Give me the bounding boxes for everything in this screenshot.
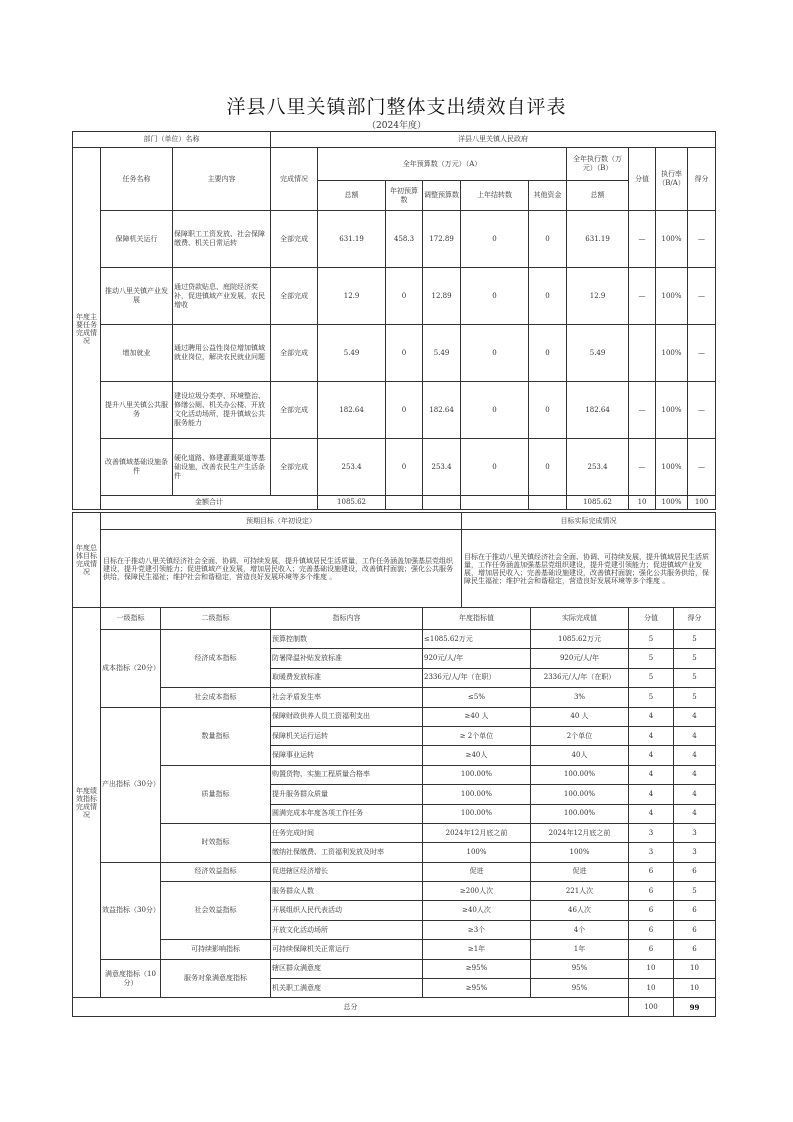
indicator-score: 6 [674, 862, 716, 881]
indicator-score: 5 [674, 649, 716, 668]
task-initial: 0 [386, 325, 423, 382]
indicator-score: 3 [674, 843, 716, 862]
header-value: 分值 [629, 608, 674, 630]
task-other: 0 [529, 211, 567, 268]
indicator-content: 机关职工满意度 [271, 979, 423, 998]
task-score: — [688, 382, 716, 439]
task-other: 0 [529, 439, 567, 496]
indicator-target: ≥40人 [423, 746, 531, 765]
indicator-actual: 95% [531, 979, 629, 998]
task-status: 全部完成 [271, 211, 318, 268]
indicator-actual: 1年 [531, 940, 629, 959]
task-adjust: 5.49 [423, 325, 461, 382]
indicator-content: 保障机关运行运转 [271, 726, 423, 745]
header-budget-carry: 上年结转数 [461, 181, 529, 211]
indicator-table [72, 607, 716, 1017]
indicator-actual: 100% [531, 843, 629, 862]
header-budget-initial: 年初预算数 [386, 181, 423, 211]
indicator-actual: 221人次 [531, 882, 629, 901]
task-adjust: 253.4 [423, 439, 461, 496]
task-exec: 5.49 [567, 325, 629, 382]
indicator-content: 购置货物、实施工程质量合格率 [271, 765, 423, 784]
indicator-content: 提升服务群众质量 [271, 785, 423, 804]
indicator-content: 取暖费发放标准 [271, 668, 423, 687]
indicator-score: 6 [674, 940, 716, 959]
indicator-row [73, 765, 716, 784]
task-name: 提升八里关镇公共服务 [101, 382, 173, 439]
indicator-content: 防暑降温补贴发放标准 [271, 649, 423, 668]
task-status: 全部完成 [271, 382, 318, 439]
indicator-target: 100.00% [423, 804, 531, 823]
header-score-value: 分值 [629, 148, 656, 211]
indicator-actual: 100.00% [531, 765, 629, 784]
indicator-actual: 40 人 [531, 707, 629, 726]
task-other: 0 [529, 382, 567, 439]
level2-indicator: 经济效益指标 [161, 862, 271, 881]
task-adjust: 182.64 [423, 382, 461, 439]
task-exec: 631.19 [567, 211, 629, 268]
task-rate: 100% [656, 268, 688, 325]
indicator-total-row [73, 998, 716, 1017]
header-score: 得分 [688, 148, 716, 211]
indicator-content: 辖区群众满意度 [271, 959, 423, 978]
header-level1: 一级指标 [101, 608, 161, 630]
indicator-value: 10 [629, 959, 674, 978]
task-exec: 182.64 [567, 382, 629, 439]
indicator-target: 2336元/人/年（在职） [423, 668, 531, 687]
task-rate: 100% [656, 382, 688, 439]
task-exec: 253.4 [567, 439, 629, 496]
indicator-score: 3 [674, 823, 716, 842]
indicator-content: 促进辖区经济增长 [271, 862, 423, 881]
indicator-score: 10 [674, 979, 716, 998]
indicator-target: 100% [423, 843, 531, 862]
indicator-target: ≥40 人 [423, 707, 531, 726]
indicator-content: 开展组织人民代表活动 [271, 901, 423, 920]
task-value: — [629, 211, 656, 268]
indicator-value: 4 [629, 804, 674, 823]
header-indicator-content: 指标内容 [271, 608, 423, 630]
indicator-score: 6 [674, 920, 716, 939]
task-total: 631.19 [318, 211, 386, 268]
indicator-target: 100.00% [423, 785, 531, 804]
total-label: 总分 [73, 998, 629, 1017]
task-rate: 100% [656, 439, 688, 496]
indicator-actual: 95% [531, 959, 629, 978]
dept-value: 洋县八里关镇人民政府 [271, 132, 716, 148]
header-target: 年度指标值 [423, 608, 531, 630]
header-budget-group: 全年预算数（万元）（A） [318, 148, 567, 181]
task-initial: 0 [386, 439, 423, 496]
task-name: 保障机关运行 [101, 211, 173, 268]
indicator-score: 4 [674, 765, 716, 784]
task-score: — [688, 268, 716, 325]
task-carry: 0 [461, 268, 529, 325]
indicator-actual: 1085.62万元 [531, 630, 629, 649]
task-adjust: 12.89 [423, 268, 461, 325]
indicator-row [73, 823, 716, 842]
header-exec-group: 全年执行数（万元）（B） [567, 148, 629, 181]
indicator-value: 3 [629, 843, 674, 862]
task-other: 0 [529, 268, 567, 325]
task-carry: 0 [461, 439, 529, 496]
indicator-target: 促进 [423, 862, 531, 881]
total-value: 100 [629, 998, 674, 1017]
indicator-score: 5 [674, 630, 716, 649]
level1-indicator: 满意度指标（10分） [101, 959, 161, 998]
task-carry: 0 [461, 211, 529, 268]
task-rate: 100% [656, 325, 688, 382]
indicator-target: 920元/人/年 [423, 649, 531, 668]
goals-section-label: 年度总体目标完成情况 [73, 513, 101, 608]
header-content: 主要内容 [173, 148, 271, 211]
indicator-score: 4 [674, 707, 716, 726]
indicator-actual: 3% [531, 688, 629, 707]
indicator-target: ≥1年 [423, 940, 531, 959]
indicator-actual: 2024年12月底之前 [531, 823, 629, 842]
expected-goal-text: 目标在于推动八里关镇经济社会全面、协调、可持续发展，提升镇域居民生活质量，工作任务涵盖加强基层党组织建设，提升党建引领能力；促进镇域产业发展，增加居民收入；完善基础设施建设，改善镇村面貌；强化公共服务供给，保障民生福祉；维护社会和谐稳定，营造良好发展环境等多个维度 。 [101, 530, 462, 608]
indicator-actual: 100.00% [531, 804, 629, 823]
dept-label: 部门（单位）名称 [73, 132, 271, 148]
page-title: 洋县八里关镇部门整体支出绩效自评表 [226, 96, 567, 118]
total-score: 99 [674, 998, 716, 1017]
sum-value: 10 [629, 496, 656, 510]
task-total: 253.4 [318, 439, 386, 496]
level1-indicator: 产出指标（30分） [101, 707, 161, 862]
task-content: 建设垃圾分类亭、环境整治、修缮公厕、机关办公楼、开放文化活动场所，提升镇域公共服务能力 [173, 382, 271, 439]
level2-indicator: 可持续影响指标 [161, 940, 271, 959]
indicator-content: 服务群众人数 [271, 882, 423, 901]
actual-goal-text: 目标在于推动八里关镇经济社会全面、协调、可持续发展，提升镇域居民生活质量，工作任务涵盖加强基层党组织建设，提升党建引领能力；促进镇域产业发展，增加居民收入；完善基础设施建设，改善镇村面貌；强化公共服务供给，保障民生福祉；维护社会和谐稳定，营造良好发展环境等多个维度 。 [462, 530, 716, 608]
level2-indicator: 时效指标 [161, 823, 271, 862]
indicator-content: 保障财政供养人员工资福利支出 [271, 707, 423, 726]
indicator-value: 5 [629, 668, 674, 687]
indicator-score: 5 [674, 688, 716, 707]
indicator-value: 4 [629, 746, 674, 765]
indicator-row [73, 707, 716, 726]
task-initial: 0 [386, 382, 423, 439]
task-total: 12.9 [318, 268, 386, 325]
indicator-target: ≤5% [423, 688, 531, 707]
task-initial: 0 [386, 268, 423, 325]
indicator-actual: 46人次 [531, 901, 629, 920]
task-table [72, 131, 716, 510]
indicator-content: 可持续保障机关正常运行 [271, 940, 423, 959]
indicator-value: 6 [629, 920, 674, 939]
indicator-target: ≥3个 [423, 920, 531, 939]
task-total: 5.49 [318, 325, 386, 382]
indicator-target: ≥95% [423, 979, 531, 998]
header-task-name: 任务名称 [101, 148, 173, 211]
indicator-value: 6 [629, 862, 674, 881]
task-carry: 0 [461, 325, 529, 382]
indicator-value: 6 [629, 940, 674, 959]
indicator-row [73, 959, 716, 978]
indicator-content: 圆满完成本年度各项工作任务 [271, 804, 423, 823]
indicator-actual: 100.00% [531, 785, 629, 804]
indicator-score: 5 [674, 668, 716, 687]
task-content: 保障职工工资发放、社会保障缴费、机关日常运转 [173, 211, 271, 268]
indicator-score: 4 [674, 804, 716, 823]
indicator-value: 6 [629, 882, 674, 901]
task-row [73, 325, 716, 382]
indicator-target: ≥200人次 [423, 882, 531, 901]
indicator-value: 4 [629, 765, 674, 784]
task-total: 182.64 [318, 382, 386, 439]
indicator-actual: 4个 [531, 920, 629, 939]
indicator-value: 6 [629, 901, 674, 920]
task-content: 硬化道路、修建灌溉渠道等基础设施，改善农民生产生活条件 [173, 439, 271, 496]
level1-indicator: 效益指标（30分） [101, 862, 161, 959]
level2-indicator: 服务对象满意度指标 [161, 959, 271, 998]
indicator-score: 5 [674, 882, 716, 901]
task-sum-row [73, 496, 716, 510]
task-value [629, 325, 656, 382]
indicator-target: ≥95% [423, 959, 531, 978]
indicator-content: 预算控制数 [271, 630, 423, 649]
indicator-content: 任务完成时间 [271, 823, 423, 842]
indicator-value: 5 [629, 688, 674, 707]
indicator-value: 4 [629, 707, 674, 726]
indicator-target: ≥40人次 [423, 901, 531, 920]
sum-score: 100 [688, 496, 716, 510]
indicators-section-label: 年度绩效指标完成情况 [73, 608, 101, 998]
task-status: 全部完成 [271, 325, 318, 382]
task-name: 改善镇域基础设施条件 [101, 439, 173, 496]
level2-indicator: 数量指标 [161, 707, 271, 765]
expected-goal-label: 预期目标（年初设定） [101, 513, 462, 530]
indicator-value: 10 [629, 979, 674, 998]
indicator-score: 4 [674, 726, 716, 745]
header-exec-rate: 执行率（B/A） [656, 148, 688, 211]
task-status: 全部完成 [271, 268, 318, 325]
indicator-row [73, 688, 716, 707]
sum-total: 1085.62 [318, 496, 386, 510]
level2-indicator: 经济成本指标 [161, 630, 271, 688]
sum-label: 金额合计 [101, 496, 318, 510]
task-row [73, 439, 716, 496]
sum-rate: 100% [656, 496, 688, 510]
task-value: — [629, 439, 656, 496]
header-exec-total: 总额 [567, 181, 629, 211]
indicator-actual: 促进 [531, 862, 629, 881]
level1-indicator: 成本指标（20分） [101, 630, 161, 708]
header-budget-total: 总额 [318, 181, 386, 211]
indicator-actual: 920元/人/年 [531, 649, 629, 668]
indicator-value: 5 [629, 630, 674, 649]
task-value: — [629, 382, 656, 439]
indicator-target: ≥ 2个单位 [423, 726, 531, 745]
indicator-content: 开放文化活动场所 [271, 920, 423, 939]
task-row [73, 382, 716, 439]
indicator-row [73, 882, 716, 901]
task-score: — [688, 325, 716, 382]
page-subtitle: （2024年度） [367, 121, 426, 131]
tasks-section-label: 年度主要任务完成情况 [73, 148, 101, 510]
indicator-value: 5 [629, 649, 674, 668]
level2-indicator: 社会成本指标 [161, 688, 271, 707]
task-rate: 100% [656, 211, 688, 268]
indicator-value: 3 [629, 823, 674, 842]
task-score: — [688, 439, 716, 496]
indicator-target: 100.00% [423, 765, 531, 784]
header-actual: 实际完成值 [531, 608, 629, 630]
task-adjust: 172.89 [423, 211, 461, 268]
indicator-score: 4 [674, 785, 716, 804]
task-row [73, 211, 716, 268]
actual-goal-label: 目标实际完成情况 [462, 513, 716, 530]
task-row [73, 268, 716, 325]
task-content: 通过聘用公益性岗位增加镇域就业岗位，解决农民就业问题 [173, 325, 271, 382]
task-initial: 458.3 [386, 211, 423, 268]
indicator-actual: 2个单位 [531, 726, 629, 745]
indicator-target: ≤1085.62万元 [423, 630, 531, 649]
task-score: — [688, 211, 716, 268]
indicator-row [73, 630, 716, 649]
indicator-score: 10 [674, 959, 716, 978]
indicator-content: 社会矛盾发生率 [271, 688, 423, 707]
indicator-target: 2024年12月底之前 [423, 823, 531, 842]
indicator-row [73, 862, 716, 881]
indicator-actual: 2336元/人/年（在职） [531, 668, 629, 687]
indicator-content: 缴纳社保缴费、工资福利发放及时率 [271, 843, 423, 862]
indicator-actual: 40人 [531, 746, 629, 765]
level2-indicator: 社会效益指标 [161, 882, 271, 940]
header-budget-other: 其他资金 [529, 181, 567, 211]
task-exec: 12.9 [567, 268, 629, 325]
task-content: 通过贷款贴息、庭院经济奖补，促进镇域产业发展，农民增收 [173, 268, 271, 325]
task-carry: 0 [461, 382, 529, 439]
indicator-row [73, 940, 716, 959]
task-status: 全部完成 [271, 439, 318, 496]
header-status: 完成情况 [271, 148, 318, 211]
task-value: — [629, 268, 656, 325]
indicator-content: 保障事业运转 [271, 746, 423, 765]
header-score: 得分 [674, 608, 716, 630]
header-level2: 二级指标 [161, 608, 271, 630]
task-other: 0 [529, 325, 567, 382]
task-name: 推动八里关镇产业发展 [101, 268, 173, 325]
indicator-score: 4 [674, 746, 716, 765]
indicator-value: 4 [629, 785, 674, 804]
task-name: 增加就业 [101, 325, 173, 382]
header-budget-adjust: 调整预算数 [423, 181, 461, 211]
level2-indicator: 质量指标 [161, 765, 271, 823]
indicator-score: 6 [674, 901, 716, 920]
indicator-value: 4 [629, 726, 674, 745]
goals-table [72, 512, 716, 608]
sum-exec: 1085.62 [567, 496, 629, 510]
